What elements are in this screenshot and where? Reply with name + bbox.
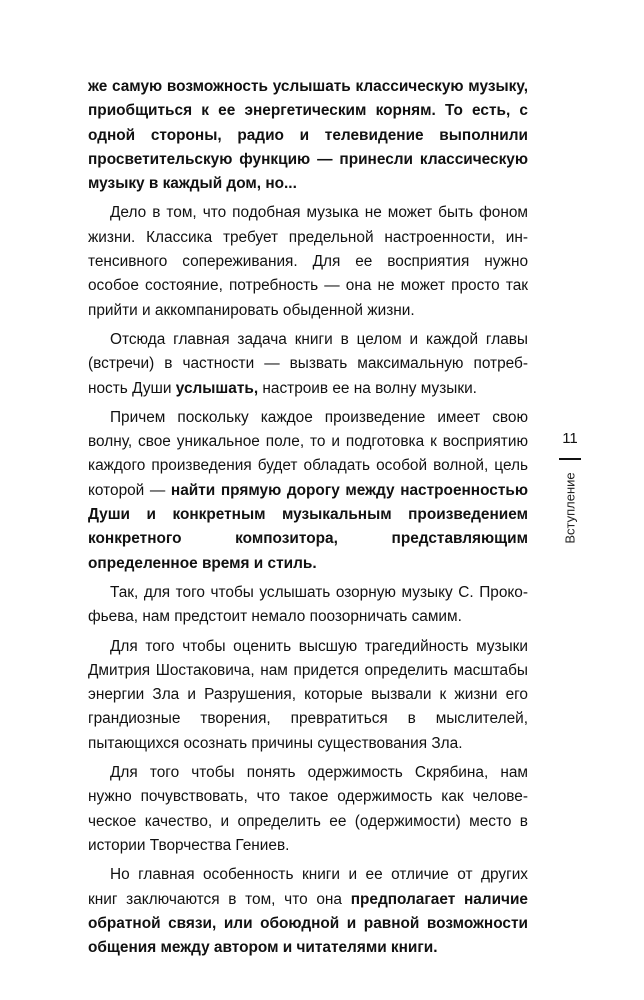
bold-text-run: предполагает наличие обратной связи, или обоюдной и равной возможности общения между автором и читателями книги.	[88, 890, 528, 957]
divider	[559, 458, 581, 460]
running-header	[555, 420, 585, 570]
section-title: Вступление	[562, 472, 578, 544]
text-run: Отсюда главная задача книги в целом и каждой главы (встречи) в частности — вызвать максимальную потребность Души	[88, 330, 528, 397]
paragraph	[88, 201, 528, 322]
text-run: настроив ее на волну музыки.	[258, 379, 477, 397]
paragraph	[88, 328, 528, 401]
bold-text-run: услышать,	[175, 379, 259, 397]
paragraph	[88, 581, 528, 630]
paragraph	[88, 761, 528, 858]
text-run: Но главная особенность книги и ее отличие от других книг заключаются в том, что она	[88, 866, 528, 908]
bold-text-run: найти прямую дорогу между настроенностью Души и конкретным музыкальным произведением конкретного композитора, представляющим определенное время и стиль.	[88, 481, 528, 572]
text-run: Дело в том, что подобная музыка не может быть фоном жизни. Классика требует предельной настроенности, интенсивного сопереживания. Для ее восприятия нужно особое состояние, потребность — она не может просто так прийти и аккомпанировать обыденной жизни.	[88, 204, 528, 319]
paragraph	[88, 406, 528, 576]
text-run: Для того чтобы понять одержимость Скрябина, нам нужно почувствовать, что такое одержимость как человеческое качество, и определить ее (одержимости) место в истории Творчества Гениев.	[88, 764, 528, 854]
text-run: Причем поскольку каждое произведение имеет свою волну, свое уникальное поле, то и подготовка к восприятию каждого произведения будет обладать особой волной, цель которой —	[88, 408, 528, 499]
text-run: Для того чтобы оценить высшую трагедийность музыки Дмитрия Шостаковича, нам придется определить масштабы энергии Зла и Разрушения, которые вызвали к жизни его грандиозные творения, превратиться в мыслителей, пытающихся осознать причины существования Зла.	[88, 637, 528, 752]
page-body	[88, 75, 528, 965]
page-number: 11	[562, 430, 578, 447]
paragraph	[88, 863, 528, 960]
paragraph	[88, 635, 528, 756]
text-run: Так, для того чтобы услышать озорную музыку С. Прокофьева, нам предстоит немало поозорничать самим.	[88, 583, 528, 626]
bold-text-run: же самую возможность услышать классическую музыку, приобщиться к ее энергетическим корням. То есть, с одной стороны, радио и телевидение выполнили просветительскую функцию — принесли классическую музыку в каждый дом, но...	[88, 78, 528, 193]
paragraph	[88, 75, 528, 196]
